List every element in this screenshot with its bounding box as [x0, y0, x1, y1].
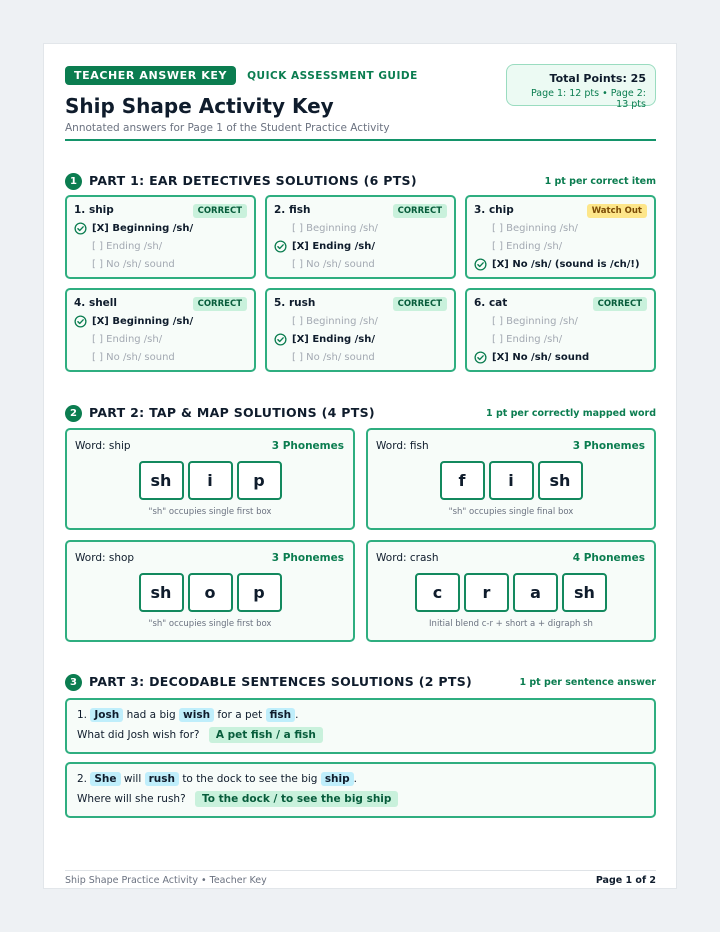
word-label: Word: shop: [75, 552, 135, 564]
check-circle-icon: [274, 240, 287, 253]
answer-badge: To the dock / to see the big ship: [195, 791, 398, 807]
option-text: [X] Ending /sh/: [292, 334, 376, 345]
ear-detective-card: [265, 195, 456, 279]
points-breakdown: Page 1: 12 pts • Page 2: 13 pts: [530, 88, 646, 110]
sentence-text: to the dock to see the big: [182, 773, 318, 785]
word-label: Word: crash: [376, 552, 439, 564]
sentence-number: 2.: [77, 773, 88, 785]
item-word: 5. rush: [274, 297, 316, 309]
correct-badge: CORRECT: [193, 204, 247, 218]
phoneme-box: sh: [139, 461, 184, 500]
sentence-card-2: [65, 762, 656, 818]
option-text: [ ] No /sh/ sound: [292, 259, 375, 270]
answer-option: [492, 241, 562, 252]
item-word: 2. fish: [274, 204, 311, 216]
phoneme-boxes: [67, 573, 353, 612]
option-text: [ ] No /sh/ sound: [292, 352, 375, 363]
sh-word-highlight: Josh: [90, 708, 123, 722]
option-text: [ ] Beginning /sh/: [292, 316, 378, 327]
answer-option: [92, 334, 162, 345]
correct-badge: CORRECT: [393, 204, 447, 218]
phoneme-box: p: [237, 461, 282, 500]
answer-option: [492, 316, 578, 327]
option-text: [ ] No /sh/ sound: [92, 352, 175, 363]
question-1: [77, 729, 323, 741]
check-circle-icon: [474, 351, 487, 364]
part1-heading: [65, 172, 656, 192]
selected-option: [92, 316, 193, 327]
item-word: 1. ship: [74, 204, 114, 216]
sentence-number: 1.: [77, 709, 88, 721]
option-text: [ ] Ending /sh/: [92, 334, 163, 345]
part3-number: 3: [65, 674, 82, 691]
option-text: [ ] Beginning /sh/: [492, 223, 578, 234]
answer-option: [292, 352, 375, 363]
tap-map-card: [366, 428, 656, 530]
phoneme-count: 3 Phonemes: [271, 440, 344, 452]
option-text: [X] Beginning /sh/: [92, 223, 194, 234]
phoneme-count: 4 Phonemes: [572, 552, 645, 564]
answer-badge: A pet fish / a fish: [209, 727, 323, 743]
selected-option: [292, 334, 375, 345]
ear-detective-card: [265, 288, 456, 372]
sh-word-highlight: ship: [321, 772, 354, 786]
phoneme-box: r: [464, 573, 509, 612]
word-label: Word: ship: [75, 440, 131, 452]
selected-option: [292, 241, 375, 252]
option-text: [X] No /sh/ sound: [492, 352, 590, 363]
part2-heading: [65, 404, 656, 424]
correct-badge: CORRECT: [193, 297, 247, 311]
phoneme-count: 3 Phonemes: [572, 440, 645, 452]
option-text: [X] No /sh/ (sound is /ch/!): [492, 259, 640, 270]
tap-map-card: [65, 540, 355, 642]
tap-map-card: [65, 428, 355, 530]
sh-word-highlight: fish: [266, 708, 296, 722]
sentence-1: [77, 709, 298, 721]
answer-option: [92, 352, 175, 363]
footer-divider: [65, 870, 656, 871]
answer-key-page: [43, 43, 677, 889]
part2-title: PART 2: TAP & MAP SOLUTIONS (4 PTS): [89, 405, 375, 420]
ear-detective-card: [465, 288, 656, 372]
option-text: [ ] Beginning /sh/: [292, 223, 378, 234]
page-content: [65, 64, 656, 886]
phoneme-box: a: [513, 573, 558, 612]
sh-word-highlight: rush: [145, 772, 179, 786]
selected-option: [492, 352, 589, 363]
phoneme-box: f: [440, 461, 485, 500]
part1-number: 1: [65, 173, 82, 190]
phoneme-count: 3 Phonemes: [271, 552, 344, 564]
ear-detective-card: [65, 195, 256, 279]
sentence-text: will: [123, 773, 142, 785]
header: [65, 64, 656, 134]
item-word: 4. shell: [74, 297, 117, 309]
ear-detective-card: [65, 288, 256, 372]
check-circle-icon: [74, 315, 87, 328]
option-text: [ ] Beginning /sh/: [492, 316, 578, 327]
question-2: [77, 793, 398, 805]
check-circle-icon: [74, 222, 87, 235]
selected-option: [92, 223, 193, 234]
part1-meta: 1 pt per correct item: [544, 176, 656, 187]
part3-title: PART 3: DECODABLE SENTENCES SOLUTIONS (2 PTS): [89, 674, 473, 689]
correct-badge: CORRECT: [393, 297, 447, 311]
total-points: Total Points: 25: [549, 72, 646, 85]
phoneme-box: sh: [139, 573, 184, 612]
part3-heading: [65, 673, 656, 693]
sentence-card-1: [65, 698, 656, 754]
page-number: Page 1 of 2: [595, 875, 656, 886]
phoneme-boxes: [368, 461, 654, 500]
part3-meta: 1 pt per sentence answer: [519, 677, 656, 688]
sentence-end: .: [353, 773, 357, 785]
teacher-key-badge: TEACHER ANSWER KEY: [65, 66, 236, 85]
ear-detective-card: [465, 195, 656, 279]
sh-word-highlight: wish: [179, 708, 214, 722]
option-text: [ ] No /sh/ sound: [92, 259, 175, 270]
sentence-2: [77, 773, 357, 785]
check-circle-icon: [474, 258, 487, 271]
question-text: What did Josh wish for?: [77, 729, 200, 741]
option-text: [ ] Ending /sh/: [492, 334, 563, 345]
phoneme-box: o: [188, 573, 233, 612]
correct-badge: CORRECT: [593, 297, 647, 311]
answer-option: [292, 259, 375, 270]
answer-option: [492, 223, 578, 234]
sh-word-highlight: She: [90, 772, 120, 786]
footer-title: Ship Shape Practice Activity • Teacher Key: [65, 875, 267, 886]
page-subtitle: Annotated answers for Page 1 of the Student Practice Activity: [65, 122, 390, 134]
phoneme-box: i: [188, 461, 233, 500]
phoneme-boxes: [67, 461, 353, 500]
answer-option: [92, 241, 162, 252]
phoneme-box: p: [237, 573, 282, 612]
tap-map-card: [366, 540, 656, 642]
answer-option: [292, 316, 378, 327]
sentence-text: for a pet: [217, 709, 263, 721]
sentence-text: had a big: [126, 709, 176, 721]
mapping-note: "sh" occupies single first box: [148, 507, 272, 517]
option-text: [X] Beginning /sh/: [92, 316, 194, 327]
part2-meta: 1 pt per correctly mapped word: [486, 408, 656, 419]
sentence-end: .: [295, 709, 299, 721]
option-text: [ ] Ending /sh/: [492, 241, 563, 252]
phoneme-boxes: [368, 573, 654, 612]
total-points-box: [506, 64, 656, 110]
watch-out-badge: Watch Out: [587, 204, 647, 218]
phoneme-box: c: [415, 573, 460, 612]
phoneme-box: sh: [538, 461, 583, 500]
option-text: [X] Ending /sh/: [292, 241, 376, 252]
page-title: Ship Shape Activity Key: [65, 94, 334, 118]
check-circle-icon: [274, 333, 287, 346]
mapping-note: "sh" occupies single final box: [448, 507, 574, 517]
question-text: Where will she rush?: [77, 793, 186, 805]
option-text: [ ] Ending /sh/: [92, 241, 163, 252]
part1-title: PART 1: EAR DETECTIVES SOLUTIONS (6 PTS): [89, 173, 417, 188]
phoneme-box: sh: [562, 573, 607, 612]
answer-option: [492, 334, 562, 345]
mapping-note: "sh" occupies single first box: [148, 619, 272, 629]
selected-option: [492, 259, 640, 270]
header-divider: [65, 139, 656, 141]
mapping-note: Initial blend c-r + short a + digraph sh: [429, 619, 593, 629]
item-word: 6. cat: [474, 297, 508, 309]
phoneme-box: i: [489, 461, 534, 500]
part2-number: 2: [65, 405, 82, 422]
header-tagline: QUICK ASSESSMENT GUIDE: [247, 70, 418, 82]
word-label: Word: fish: [376, 440, 429, 452]
answer-option: [292, 223, 378, 234]
answer-option: [92, 259, 175, 270]
item-word: 3. chip: [474, 204, 514, 216]
